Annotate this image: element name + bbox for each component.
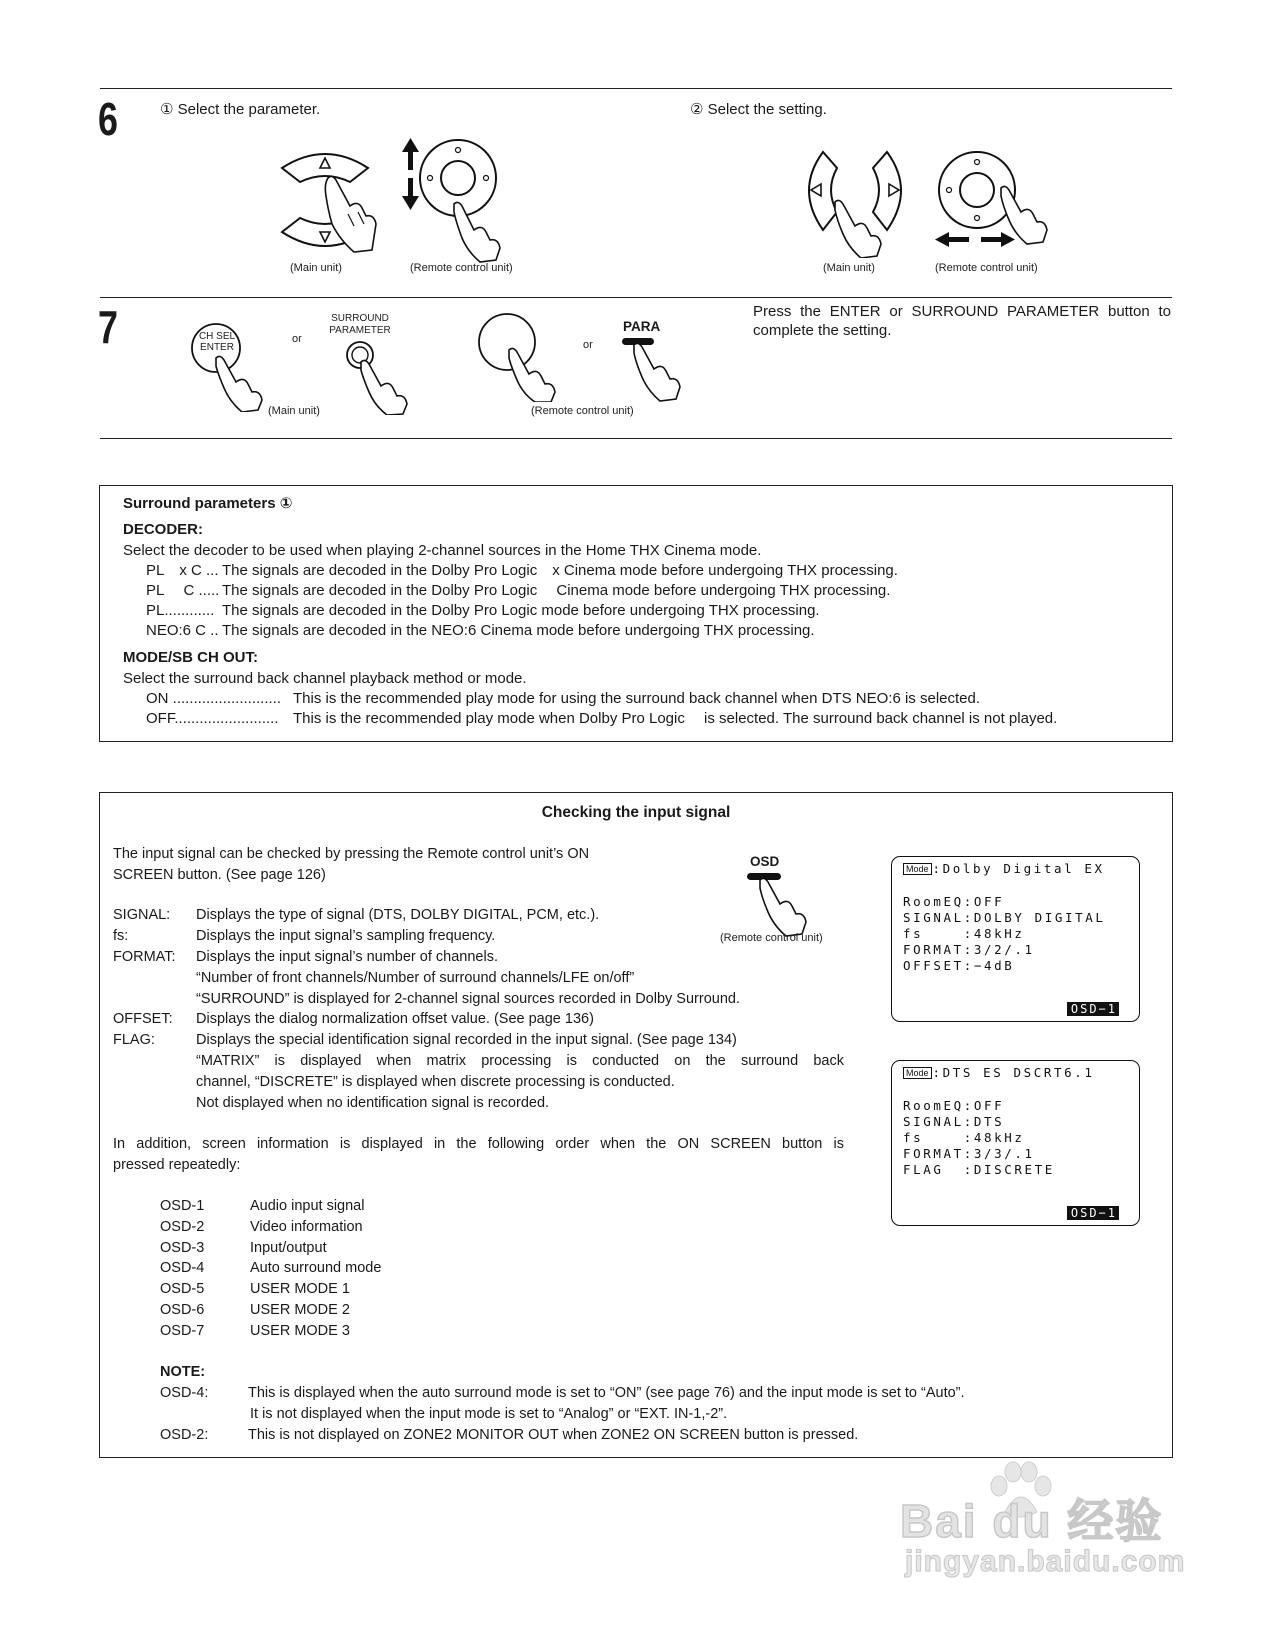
decoder-item-text: The signals are decoded in the Dolby Pro Logic Cinema mode before undergoing THX processing. (222, 582, 891, 599)
decoder-item-label: PL x C ... (146, 562, 219, 579)
def-fs-text: Displays the input signal’s sampling frequency. (196, 928, 496, 944)
caption-main-unit-6a: (Main unit) (290, 262, 342, 274)
def-fs-term: fs: (113, 928, 129, 944)
osd-line: fs :48kHz (903, 926, 1025, 941)
input-signal-title: Checking the input signal (541, 804, 731, 821)
surround-parameter-button-illustration (345, 340, 425, 415)
intro-line-2: SCREEN button. (See page 126) (113, 867, 326, 883)
osd-desc: Video information (250, 1219, 363, 1235)
osd-caption: (Remote control unit) (720, 932, 823, 944)
osd-button-label: OSD (750, 854, 780, 869)
osd-code: OSD-6 (160, 1302, 205, 1318)
osd-line: FLAG :DISCRETE (903, 1162, 1055, 1177)
osd-code: OSD-3 (160, 1240, 205, 1256)
decoder-item (146, 581, 890, 600)
note-code: OSD-2: (160, 1427, 209, 1443)
divider-bottom (100, 438, 1172, 439)
leftright-buttons-illustration (795, 148, 915, 258)
def-flag-text: “MATRIX” is displayed when matrix processing is conducted on the surround back (196, 1053, 844, 1069)
def-flag-text: channel, “DISCRETE” is displayed when discrete processing is conducted. (196, 1074, 675, 1090)
osd-desc: Audio input signal (250, 1198, 365, 1214)
osd-code: OSD-1 (160, 1198, 205, 1214)
decoder-item-text: The signals are decoded in the NEO:6 Cinema mode before undergoing THX processing. (222, 622, 815, 639)
osd-line: RoomEQ:OFF (903, 894, 1005, 909)
def-offset-term: OFFSET: (113, 1011, 173, 1027)
mode-tag: Mode (903, 1067, 932, 1079)
note-heading: NOTE: (160, 1364, 206, 1380)
osd-desc: USER MODE 3 (250, 1323, 350, 1339)
def-format-text: “SURROUND” is displayed for 2-channel signal sources recorded in Dolby Surround. (196, 991, 740, 1007)
caption-main-unit-7: (Main unit) (268, 405, 320, 417)
osd-code: OSD-5 (160, 1281, 205, 1297)
osd-line: OFFSET:−4dB (903, 958, 1015, 973)
mode-item (146, 709, 1057, 728)
watermark-url: jingyan.baidu.com (905, 1545, 1186, 1578)
surround-parameters-box (99, 485, 1173, 742)
osd-desc: USER MODE 1 (250, 1281, 350, 1297)
osd-list-item (160, 1239, 327, 1258)
osd-page-tag: OSD−1 (1067, 1206, 1119, 1220)
or-text-2: or (583, 339, 593, 351)
addition-line-1: In addition, screen information is displayed in the following order when the ON SCREEN button is (113, 1136, 844, 1152)
enter-label: ENTER (200, 342, 234, 353)
decoder-item (146, 561, 898, 580)
osd-page-tag: OSD−1 (1067, 1002, 1119, 1016)
osd-line: fs :48kHz (903, 1130, 1025, 1145)
def-format-text: Displays the input signal’s number of channels. (196, 949, 498, 965)
decoder-item (146, 621, 815, 640)
para-button-label: PARA (623, 319, 661, 334)
osd-mode-value: :Dolby Digital EX (932, 861, 1105, 876)
caption-main-unit-6b: (Main unit) (823, 262, 875, 274)
or-text-1: or (292, 333, 302, 345)
decoder-item-label: PL............ (146, 602, 215, 619)
decoder-item (146, 601, 820, 620)
step-number-6: 6 (98, 93, 118, 145)
def-flag-term: FLAG: (113, 1032, 155, 1048)
remote-joystick-leftright-illustration (935, 148, 1055, 258)
remote-enter-button-illustration (477, 312, 567, 402)
def-offset-text: Displays the dialog normalization offset value. (See page 136) (196, 1011, 594, 1027)
osd-mode-line (903, 861, 1105, 876)
caption-remote-unit-6a: (Remote control unit) (410, 262, 513, 274)
surround-label: SURROUND (331, 313, 389, 324)
note-code: OSD-4: (160, 1385, 209, 1401)
watermark-brand: Bai du 经验 (900, 1495, 1164, 1547)
osd-list-item (160, 1301, 350, 1320)
osd-list-item (160, 1197, 364, 1216)
def-format-term: FORMAT: (113, 949, 176, 965)
mode-tag: Mode (903, 863, 932, 875)
caption-remote-unit-7: (Remote control unit) (531, 405, 634, 417)
osd-line: FORMAT:3/3/.1 (903, 1146, 1035, 1161)
decoder-heading: DECODER: (123, 521, 204, 538)
mode-sb-heading: MODE/SB CH OUT: (123, 649, 258, 666)
remote-joystick-updown-illustration (402, 138, 522, 263)
note-text: It is not displayed when the input mode is set to “Analog” or “EXT. IN-1,-2”. (250, 1406, 728, 1422)
def-signal-term: SIGNAL: (113, 907, 171, 923)
osd-line: SIGNAL:DOLBY DIGITAL (903, 910, 1106, 925)
divider-step7 (100, 297, 1172, 298)
caption-remote-unit-6b: (Remote control unit) (935, 262, 1038, 274)
mode-item-text: This is the recommended play mode when Dolby Pro Logic is selected. The surround back channel is not played. (293, 710, 1058, 727)
note-text: This is not displayed on ZONE2 MONITOR OUT when ZONE2 ON SCREEN button is pressed. (248, 1427, 859, 1443)
osd-list-item (160, 1322, 350, 1341)
decoder-item-text: The signals are decoded in the Dolby Pro Logic mode before undergoing THX processing. (222, 602, 820, 619)
osd-mode-line (903, 1065, 1095, 1080)
osd-desc: Input/output (250, 1240, 327, 1256)
addition-line-2: pressed repeatedly: (113, 1157, 241, 1173)
osd-list-item (160, 1218, 363, 1237)
osd-code: OSD-4 (160, 1260, 205, 1276)
decoder-item-label: NEO:6 C .. (146, 622, 219, 639)
intro-line-1: The input signal can be checked by pressing the Remote control unit’s ON (113, 846, 590, 862)
updown-buttons-illustration (270, 140, 390, 265)
mode-item-text: This is the recommended play mode for using the surround back channel when DTS NEO:6 is selected. (293, 690, 981, 707)
mode-item (146, 689, 980, 708)
divider-top (100, 88, 1172, 89)
decoder-item-label: PL C ..... (146, 582, 220, 599)
surround-parameters-title: Surround parameters ① (123, 495, 293, 512)
select-parameter-text: ① Select the parameter. (160, 101, 321, 118)
osd-line: RoomEQ:OFF (903, 1098, 1005, 1113)
osd-list-item (160, 1280, 350, 1299)
osd-screen-dts (891, 1060, 1140, 1226)
step-number-7: 7 (98, 301, 118, 353)
para-button-illustration (620, 337, 700, 407)
def-flag-text: Not displayed when no identification signal is recorded. (196, 1095, 550, 1111)
def-format-text: “Number of front channels/Number of surround channels/LFE on/off” (196, 970, 635, 986)
note-text: This is displayed when the auto surround mode is set to “ON” (see page 76) and the input mode is set to “Auto”. (248, 1385, 965, 1401)
osd-code: OSD-2 (160, 1219, 205, 1235)
input-signal-box (99, 792, 1173, 1458)
def-flag-text: Displays the special identification signal recorded in the input signal. (See page 134) (196, 1032, 737, 1048)
parameter-label: PARAMETER (329, 325, 391, 336)
osd-desc: Auto surround mode (250, 1260, 382, 1276)
def-signal-text: Displays the type of signal (DTS, DOLBY DIGITAL, PCM, etc.). (196, 907, 600, 923)
ch-sel-label: CH SEL (198, 331, 236, 342)
decoder-description: Select the decoder to be used when playing 2-channel sources in the Home THX Cinema mode. (123, 542, 762, 559)
osd-screen-dolby (891, 856, 1140, 1022)
decoder-item-text: The signals are decoded in the Dolby Pro Logic x Cinema mode before undergoing THX processing. (222, 562, 898, 579)
osd-line: SIGNAL:DTS (903, 1114, 1005, 1129)
select-setting-text: ② Select the setting. (690, 101, 827, 118)
mode-item-label: ON .......................... (146, 690, 282, 707)
osd-list-item (160, 1259, 381, 1278)
mode-item-label: OFF......................... (146, 710, 279, 727)
osd-desc: USER MODE 2 (250, 1302, 350, 1318)
mode-sb-description: Select the surround back channel playback method or mode. (123, 670, 527, 687)
step7-instruction: Press the ENTER or SURROUND PARAMETER button to complete the setting. (753, 303, 1171, 339)
osd-code: OSD-7 (160, 1323, 205, 1339)
osd-line: FORMAT:3/2/.1 (903, 942, 1035, 957)
osd-mode-value: :DTS ES DSCRT6.1 (932, 1065, 1095, 1080)
